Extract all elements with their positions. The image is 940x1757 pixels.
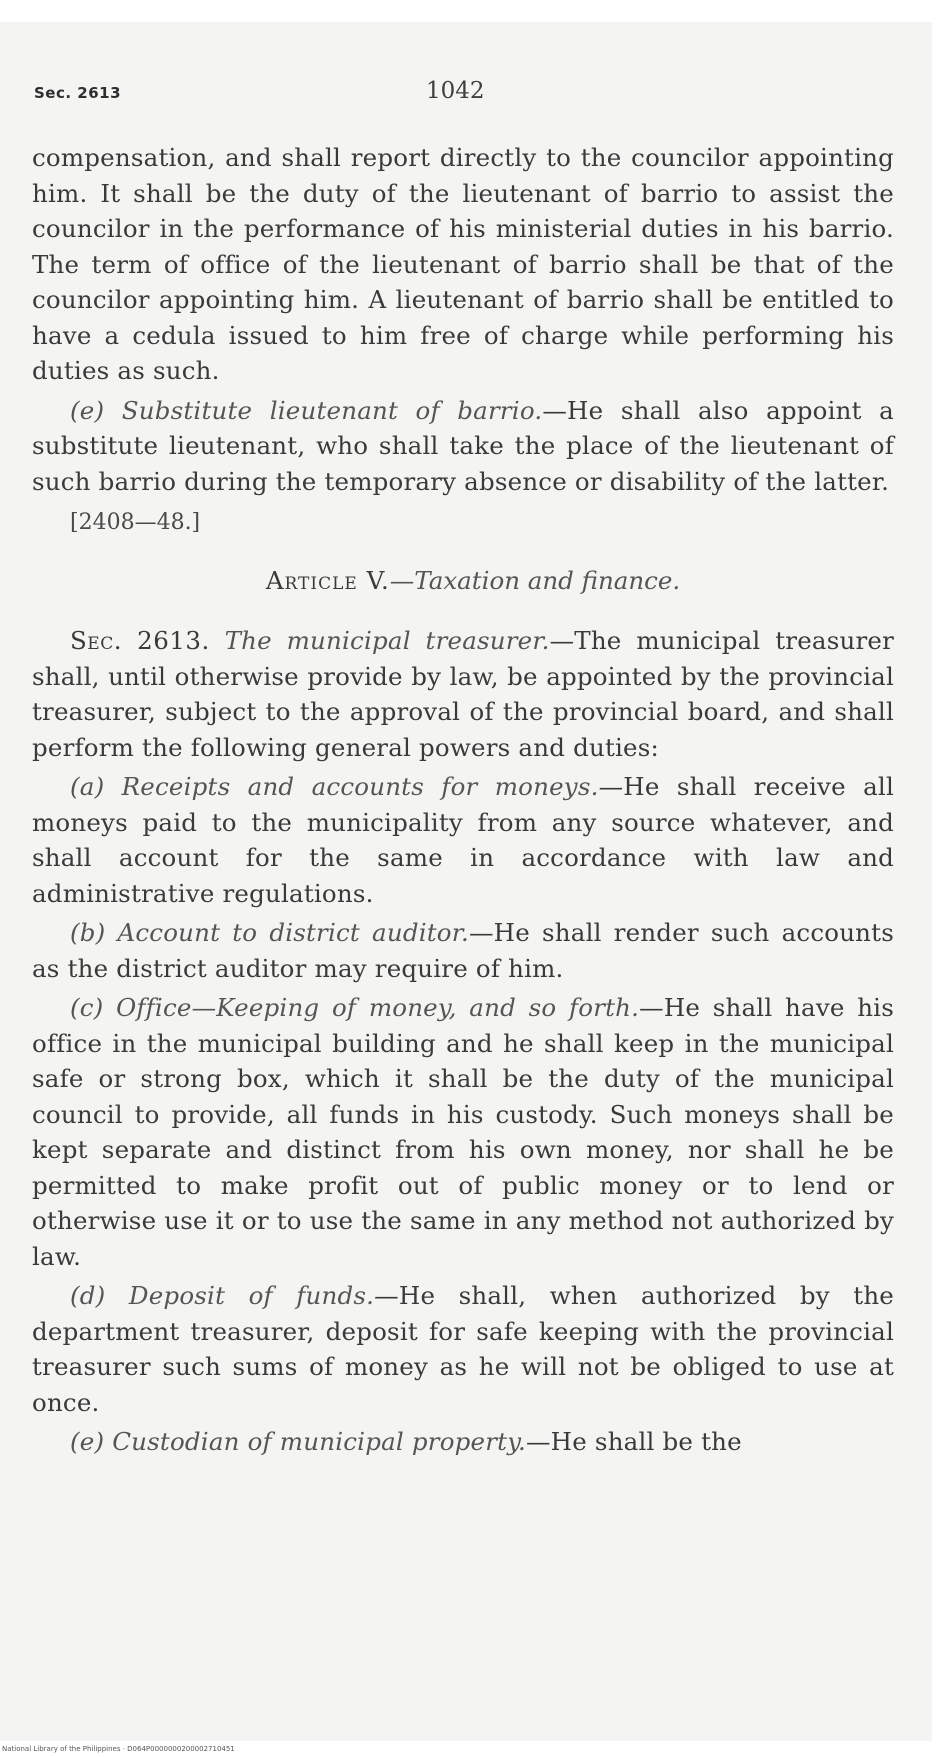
item-label: (c) bbox=[70, 993, 104, 1022]
item-label: (e) bbox=[70, 395, 105, 425]
scan-footer: National Library of the Philippines · D064P0000000200002710451 bbox=[0, 1741, 940, 1757]
item-title: Deposit of funds. bbox=[128, 1281, 375, 1310]
item-text: —He shall have his office in the municipal building and he shall keep in the municipal safe or strong box, which it shall be the duty of the municipal council to provide, all funds in his custody. Such moneys shall be kept separate and distinct from his own money, nor shall he be permitted to make profit out of public money or to lend or otherwise use it or to use the same in any method not authorized by law. bbox=[32, 993, 894, 1271]
item-text: —He shall render such accounts as the district auditor may require of him. bbox=[32, 918, 894, 983]
article-label: Article V. bbox=[265, 566, 390, 595]
item-text: —He shall also appoint a substitute lieutenant, who shall take the place of the lieutenant of such barrio during the temporary absence or disability of the latter. bbox=[32, 395, 894, 496]
article-heading bbox=[32, 561, 894, 601]
item-label: (e) bbox=[70, 1427, 105, 1456]
paragraph-section-2613 bbox=[32, 623, 894, 765]
page-number: 1042 bbox=[426, 78, 485, 104]
paragraph-continuation: compensation, and shall report directly to the councilor appointing him. It shall be the duty of the lieutenant of barrio to assist the councilor in the performance of his ministerial duties in his barrio. The term of office of the lieutenant of barrio shall be that of the councilor appointing him. A lieutenant of barrio shall be entitled to have a cedula issued to him free of charge while performing his duties as such. bbox=[32, 143, 894, 385]
section-title: The municipal treasurer. bbox=[224, 626, 550, 655]
item-label: (d) bbox=[70, 1281, 106, 1310]
section-reference: Sec. 2613 bbox=[34, 84, 122, 102]
page-body bbox=[32, 140, 894, 1464]
item-label: (b) bbox=[70, 918, 106, 947]
paragraph-auditor bbox=[32, 915, 894, 986]
running-head bbox=[34, 80, 894, 110]
item-title: Office—Keeping of money, and so forth. bbox=[116, 993, 640, 1022]
paragraph-custodian bbox=[32, 1424, 894, 1460]
article-title: —Taxation and finance. bbox=[389, 566, 681, 595]
item-title: Custodian of municipal property. bbox=[112, 1427, 526, 1456]
paragraph-substitute-lieutenant bbox=[32, 393, 894, 500]
item-title: Substitute lieutenant of barrio. bbox=[121, 395, 543, 425]
citation: [2408—48.] bbox=[70, 510, 201, 535]
item-title: Receipts and accounts for moneys. bbox=[121, 772, 599, 801]
paragraph-office bbox=[32, 990, 894, 1274]
item-title: Account to district auditor. bbox=[117, 918, 469, 947]
section-text: —The municipal treasurer shall, until otherwise provide by law, be appointed by the provincial treasurer, subject to the approval of the provincial board, and shall perform the following general powers and duties: bbox=[32, 626, 894, 762]
item-text: —He shall receive all moneys paid to the municipality from any source whatever, and shall account for the same in accordance with law and administrative regulations. bbox=[32, 772, 894, 908]
paragraph-receipts bbox=[32, 769, 894, 911]
section-label: Sec. 2613. bbox=[70, 626, 210, 655]
right-margin bbox=[932, 0, 940, 1757]
top-margin bbox=[0, 0, 940, 22]
item-label: (a) bbox=[70, 772, 105, 801]
item-text: —He shall, when authorized by the department treasurer, deposit for safe keeping with the provincial treasurer such sums of money as he will not be obliged to use at once. bbox=[32, 1281, 894, 1417]
item-text: —He shall be the bbox=[525, 1427, 742, 1456]
paragraph-deposit bbox=[32, 1278, 894, 1420]
